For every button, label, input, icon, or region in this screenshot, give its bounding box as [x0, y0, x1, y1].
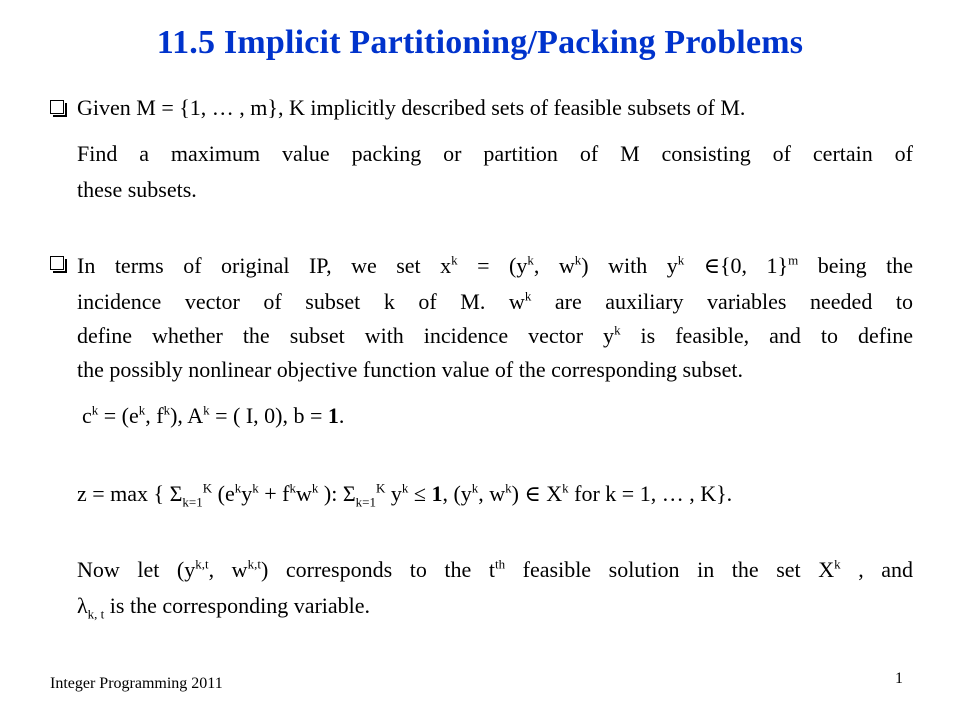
- bullet-2-icon: [50, 256, 64, 270]
- superscript: k: [91, 402, 99, 418]
- text-part: (e: [212, 481, 235, 506]
- text-part: = (e: [98, 403, 139, 428]
- text-part: incidence vector of subset k of M. w: [77, 289, 525, 314]
- objective-line: [77, 480, 913, 508]
- text-part: = (y: [457, 253, 528, 278]
- superscript: th: [494, 556, 506, 572]
- text-part: ) corresponds to the t: [260, 557, 495, 582]
- lambda-line: [77, 592, 913, 620]
- text-part: ): Σ: [318, 481, 356, 506]
- superscript: k: [471, 480, 479, 496]
- text-part: w: [295, 481, 312, 506]
- text-part: c: [82, 403, 92, 428]
- slide-title: 11.5 Implicit Partitioning/Packing Problems: [156, 24, 804, 61]
- bullet-2-line-4: the possibly nonlinear objective function value of the corresponding subset.: [77, 357, 743, 382]
- cost-definition-line: [82, 402, 918, 430]
- superscript: K: [375, 480, 386, 496]
- text-part: for k = 1, … , K}.: [568, 481, 733, 506]
- text-part: y: [241, 481, 253, 506]
- page-number: 1: [895, 670, 903, 687]
- bullet-1-icon: [50, 100, 64, 114]
- subscript: k=1: [355, 494, 376, 510]
- bold-one: 1: [431, 481, 443, 506]
- text-part: is feasible, and to define: [620, 323, 913, 348]
- text-part: , w: [208, 557, 248, 582]
- superscript: k: [505, 480, 512, 496]
- superscript: k: [562, 480, 569, 496]
- text-part: In terms of original IP, we set x: [77, 253, 452, 278]
- superscript: k: [203, 402, 210, 418]
- text-part: define whether the subset with incidence vector y: [77, 323, 615, 348]
- text-part: y: [385, 481, 402, 506]
- superscript: k: [163, 402, 171, 418]
- superscript: k: [252, 480, 259, 496]
- text-part: + f: [258, 481, 290, 506]
- superscript: K: [202, 480, 213, 496]
- subscript: k, t: [87, 606, 105, 622]
- subscript: k=1: [182, 494, 203, 510]
- superscript: k: [677, 252, 685, 268]
- footer-course-name: Integer Programming 2011: [50, 675, 223, 692]
- superscript: m: [788, 252, 799, 268]
- text-part: , w: [478, 481, 506, 506]
- text-part: ) with y: [581, 253, 678, 278]
- bullet-1-line-2: Find a maximum value packing or partition of M consisting of certain of: [77, 141, 913, 166]
- text-part: ) ∈ X: [511, 481, 563, 506]
- superscript: k,t: [247, 556, 261, 572]
- superscript: k: [234, 480, 242, 496]
- text-part: , and: [840, 557, 914, 582]
- superscript: k: [401, 480, 409, 496]
- superscript: k: [614, 322, 621, 338]
- superscript: k: [138, 402, 146, 418]
- text-part: .: [338, 403, 345, 428]
- bullet-2-line-3: [77, 322, 913, 350]
- text-part: ), A: [170, 403, 204, 428]
- superscript: k: [527, 252, 534, 268]
- superscript: k: [524, 288, 532, 304]
- text-part: Now let (y: [77, 557, 196, 582]
- bullet-1-line-3: these subsets.: [77, 177, 197, 202]
- superscript: k: [451, 252, 458, 268]
- text-part: ≤: [408, 481, 432, 506]
- bullet-2-line-2: [77, 288, 913, 316]
- superscript: k,t: [195, 556, 209, 572]
- text-part: are auxiliary variables needed to: [531, 289, 913, 314]
- superscript: k: [574, 252, 582, 268]
- bullet-2-line-1: [77, 252, 913, 280]
- text-part: , w: [533, 253, 575, 278]
- text-part: z = max { Σ: [77, 481, 183, 506]
- text-part: feasible solution in the set X: [505, 557, 835, 582]
- text-part: λ: [77, 593, 88, 618]
- superscript: k: [311, 480, 319, 496]
- text-part: is the corresponding variable.: [104, 593, 371, 618]
- now-let-line: [77, 556, 913, 584]
- superscript: k: [834, 556, 841, 572]
- text-part: , (y: [442, 481, 472, 506]
- text-part: being the: [798, 253, 913, 278]
- text-part: ∈{0, 1}: [684, 253, 789, 278]
- text-part: , f: [145, 403, 164, 428]
- bullet-1-line-1: Given M = {1, … , m}, K implicitly described sets of feasible subsets of M.: [77, 95, 746, 120]
- bold-one: 1: [327, 403, 339, 428]
- superscript: k: [289, 480, 296, 496]
- text-part: = ( I, 0), b =: [209, 403, 328, 428]
